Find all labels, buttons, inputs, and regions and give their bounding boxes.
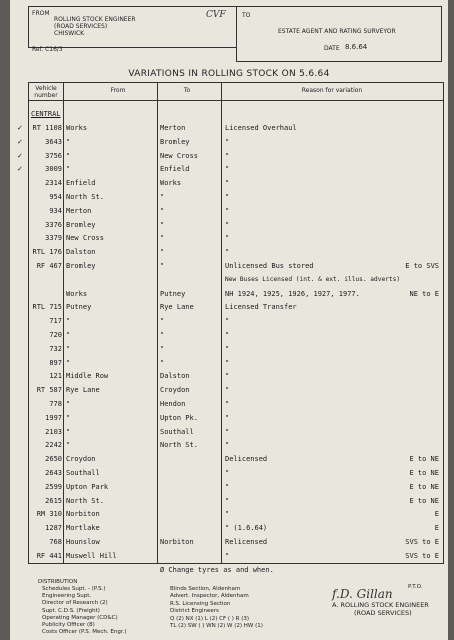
- row-reason: " (1.6.64): [225, 524, 268, 533]
- row-reason: ": [225, 193, 230, 201]
- page-title: VARIATIONS IN ROLLING STOCK ON 5.6.64: [128, 69, 330, 79]
- row-vehicle: 3379: [45, 234, 62, 243]
- row-to: Hendon: [160, 400, 186, 408]
- row-vehicle: 897: [49, 358, 62, 367]
- row-reason: ": [225, 400, 230, 408]
- row-from: ": [66, 165, 71, 174]
- footnote: Ø Change tyres as and when.: [160, 566, 274, 574]
- section-label: CENTRAL: [31, 110, 61, 118]
- row-vehicle: 121: [49, 372, 62, 381]
- row-reason: ": [225, 358, 230, 367]
- row-reason: ": [225, 151, 230, 160]
- row-to: ": [160, 331, 165, 339]
- row-reason: ": [225, 469, 230, 477]
- row-from: Middle Row: [66, 372, 109, 381]
- row-from: ": [66, 427, 71, 436]
- row-code: E: [434, 510, 439, 519]
- row-to: Upton Pk.: [160, 413, 198, 422]
- row-to: Dalston: [160, 372, 190, 381]
- row-vehicle: 717: [49, 317, 62, 326]
- col-from-header: From: [110, 87, 126, 94]
- distribution-label: DISTRIBUTION: [38, 579, 78, 585]
- row-vehicle: 954: [49, 193, 62, 201]
- row-from: Enfield: [66, 179, 96, 188]
- row-to: ": [160, 193, 165, 201]
- row-tick-mark: ✓: [17, 137, 23, 146]
- row-vehicle: RF 441: [36, 551, 62, 560]
- row-from: ": [66, 137, 71, 146]
- distribution-right-item: Advert. Inspector, Aldenham: [170, 593, 249, 600]
- row-from: Mortlake: [66, 524, 100, 533]
- row-tick-mark: ✓: [17, 165, 23, 174]
- row-vehicle: 2242: [45, 441, 62, 450]
- row-reason: ": [225, 220, 230, 229]
- row-from: ": [66, 400, 71, 408]
- row-from: Rye Lane: [66, 386, 100, 395]
- distribution-right-item: TL (2) SW ( ) WN (2) W (2) HW (1): [170, 623, 263, 629]
- row-to: ": [160, 262, 165, 270]
- col-to-header: To: [183, 87, 191, 94]
- row-to: ": [160, 248, 165, 257]
- row-to: North St.: [160, 441, 198, 450]
- distribution-right-item: District Engineers: [170, 608, 219, 615]
- row-vehicle: 2650: [45, 455, 62, 464]
- signature: f.D. Gillan: [332, 587, 393, 601]
- row-to: ": [160, 344, 165, 353]
- distribution-left-item: Costs Officer (P.S. Mech. Engr.): [42, 629, 127, 636]
- row-reason: ": [225, 317, 230, 326]
- row-reason: ": [225, 413, 230, 422]
- row-from: Hounslow: [66, 538, 100, 546]
- distribution-right-item: Blinds Section, Aldenham: [170, 586, 241, 592]
- row-vehicle: 732: [49, 344, 62, 353]
- distribution-left-item: Engineering Supt.: [42, 593, 92, 600]
- row-to: Merton: [160, 124, 186, 132]
- row-vehicle: 1997: [45, 413, 62, 422]
- col-vehicle-header: Vehicle number: [34, 85, 58, 99]
- row-reason: Relicensed: [225, 538, 268, 546]
- row-from: Putney: [66, 303, 92, 312]
- to-line: ESTATE AGENT AND RATING SURVEYOR: [278, 28, 396, 35]
- date-label: DATE: [324, 45, 340, 52]
- row-from: Merton: [66, 206, 92, 215]
- col-divider-3: [221, 83, 222, 563]
- row-reason: NH 1924, 1925, 1926, 1927, 1977.: [225, 289, 360, 298]
- row-vehicle: RTL 176: [32, 248, 62, 257]
- row-vehicle: 3009: [45, 165, 62, 174]
- row-vehicle: RF 467: [36, 262, 62, 270]
- distribution-left-item: Supt. C.D.S. (Freight): [42, 607, 100, 614]
- row-tick-mark: ✓: [17, 124, 23, 132]
- row-vehicle: 3756: [45, 151, 62, 160]
- row-tick-mark: ✓: [17, 151, 23, 160]
- row-vehicle: 778: [49, 400, 62, 408]
- row-reason: ": [225, 551, 230, 560]
- row-from: ": [66, 317, 71, 326]
- handwritten-note: CVF: [206, 10, 226, 20]
- row-from: Bromley: [66, 220, 96, 229]
- col-divider-2: [157, 83, 158, 563]
- row-code: E: [434, 524, 439, 533]
- row-code: SVS to E: [405, 551, 439, 560]
- sign-line-2: (ROAD SERVICES): [354, 609, 412, 617]
- from-label: FROM: [32, 10, 50, 17]
- pto: P.T.O.: [408, 584, 423, 590]
- document-sheet: [10, 0, 448, 640]
- ref-number: Ref. C16/3: [32, 46, 63, 53]
- distribution-right-item: R.S. Licensing Section: [170, 600, 231, 607]
- row-to: Works: [160, 179, 182, 188]
- row-reason: ": [225, 179, 230, 188]
- row-to: New Cross: [160, 151, 198, 160]
- distribution-left-item: Operating Manager (CD&C): [42, 614, 118, 621]
- row-vehicle: 2615: [45, 496, 62, 505]
- row-from: Norbiton: [66, 510, 100, 519]
- to-label: TO: [242, 12, 251, 19]
- row-reason: Delicensed: [225, 455, 268, 464]
- row-vehicle: RT 587: [36, 386, 62, 395]
- row-from: Muswell Hill: [66, 551, 117, 560]
- row-reason: ": [225, 386, 230, 395]
- row-from: Croydon: [66, 455, 96, 464]
- row-reason: Licensed Overhaul: [225, 124, 297, 132]
- row-code: E to NE: [409, 496, 439, 505]
- col-divider-1: [63, 83, 64, 563]
- row-to: Putney: [160, 289, 186, 298]
- sign-line-1: A. ROLLING STOCK ENGINEER: [332, 601, 429, 609]
- row-vehicle: 2599: [45, 482, 62, 491]
- variations-table: [17, 82, 444, 564]
- row-vehicle: 720: [49, 331, 62, 339]
- row-code: SVS to E: [405, 538, 439, 546]
- row-vehicle: 2103: [45, 427, 62, 436]
- row-reason: Unlicensed Bus stored: [225, 262, 314, 270]
- row-vehicle: 768: [49, 538, 62, 546]
- row-reason: ": [225, 165, 230, 174]
- row-to: Southall: [160, 427, 194, 436]
- row-from: Upton Park: [66, 482, 109, 491]
- row-reason: ": [225, 137, 230, 146]
- row-vehicle: 2314: [45, 179, 62, 188]
- row-reason: ": [225, 496, 230, 505]
- row-reason: ": [225, 234, 230, 243]
- row-vehicle: 934: [49, 206, 62, 215]
- row-to: ": [160, 220, 165, 229]
- row-from: ": [66, 344, 71, 353]
- row-reason: ": [225, 427, 230, 436]
- row-from: Works: [66, 289, 88, 298]
- row-from: ": [66, 413, 71, 422]
- row-reason: New Buses Licensed (int. & ext. illus. adverts): [225, 275, 401, 283]
- row-code: NE to E: [409, 289, 439, 298]
- row-vehicle: 3643: [45, 137, 62, 146]
- row-from: North St.: [66, 496, 104, 505]
- row-to: Bromley: [160, 137, 190, 146]
- row-reason: ": [225, 344, 230, 353]
- row-from: New Cross: [66, 234, 104, 243]
- from-line-2: (ROAD SERVICES): [54, 23, 108, 30]
- distribution-left-item: Schedules Supt. - (P.S.): [42, 586, 106, 592]
- row-vehicle: 1287: [45, 524, 62, 533]
- row-from: Bromley: [66, 262, 96, 270]
- row-code: E to NE: [409, 482, 439, 491]
- row-vehicle: RTL 715: [32, 303, 62, 312]
- distribution-left-item: Director of Research (2): [42, 600, 108, 607]
- row-reason: ": [225, 372, 230, 381]
- row-reason: ": [225, 331, 230, 339]
- row-from: ": [66, 441, 71, 450]
- row-reason: ": [225, 441, 230, 450]
- row-reason: Licensed Transfer: [225, 303, 297, 312]
- row-from: Works: [66, 124, 88, 132]
- row-to: ": [160, 317, 165, 326]
- row-to: Norbiton: [160, 538, 194, 546]
- row-to: ": [160, 234, 165, 243]
- row-to: Croydon: [160, 386, 190, 395]
- row-vehicle: 2643: [45, 469, 62, 477]
- row-reason: ": [225, 248, 230, 257]
- row-to: ": [160, 206, 165, 215]
- from-line-1: ROLLING STOCK ENGINEER: [54, 16, 136, 23]
- row-to: Enfield: [160, 165, 190, 174]
- row-from: Southall: [66, 469, 100, 477]
- header-divider: [29, 100, 443, 101]
- row-vehicle: 3376: [45, 220, 62, 229]
- row-code: E to NE: [409, 455, 439, 464]
- distribution-right-item: Q (2) NX (1) L (2) CF ( ) R (3): [170, 615, 250, 622]
- row-vehicle: RM 310: [36, 510, 62, 519]
- row-to: Rye Lane: [160, 303, 194, 312]
- row-reason: ": [225, 510, 230, 519]
- distribution-left-item: Publicity Officer (8): [42, 622, 95, 628]
- row-vehicle: RT 1108: [32, 124, 62, 132]
- row-from: Dalston: [66, 248, 96, 257]
- row-reason: ": [225, 206, 230, 215]
- from-line-3: CHISWICK: [54, 30, 85, 37]
- row-code: E to SVS: [405, 262, 439, 270]
- row-from: ": [66, 358, 71, 367]
- date-value: 8.6.64: [345, 43, 368, 51]
- row-from: North St.: [66, 193, 104, 201]
- row-code: E to NE: [409, 469, 439, 477]
- row-to: ": [160, 358, 165, 367]
- row-from: ": [66, 151, 71, 160]
- col-reason-header: Reason for variation: [301, 87, 363, 94]
- row-reason: ": [225, 482, 230, 491]
- row-from: ": [66, 331, 71, 339]
